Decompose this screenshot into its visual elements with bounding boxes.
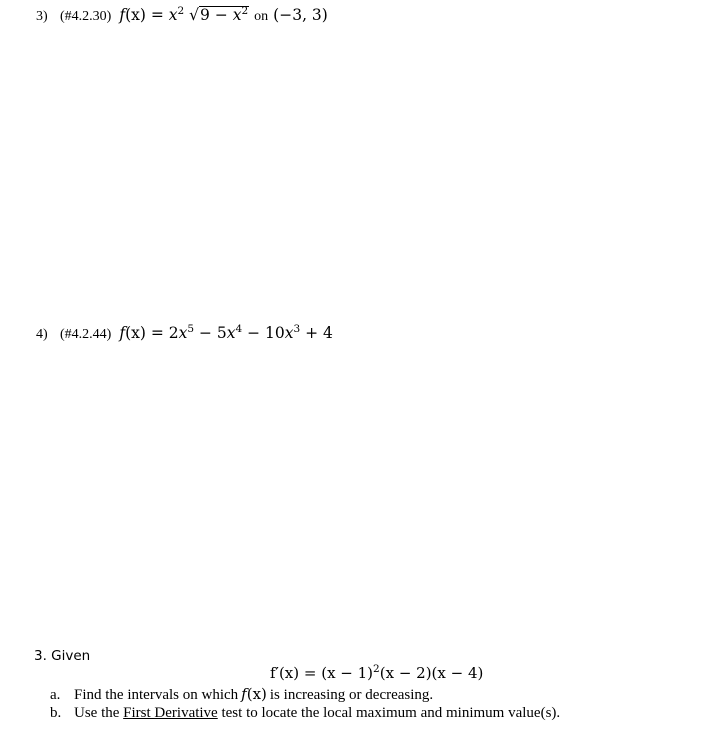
derivative-lhs: f′(x) = (x − 1) [270, 664, 374, 682]
part-a-label: a. [50, 687, 61, 703]
problem-4-reference: (#4.2.44) [60, 327, 112, 342]
problem-3-number: 3) [36, 9, 48, 24]
first-derivative-link[interactable]: First Derivative [123, 705, 218, 721]
term1-variable: x [178, 324, 188, 342]
radicand-constant: 9 − [200, 6, 233, 24]
problem-4-number: 4) [36, 327, 48, 342]
derivative-rest: (x − 2)(x − 4) [379, 664, 484, 682]
radicand [199, 6, 249, 24]
part-b-text-before: Use the [74, 705, 120, 721]
part-a-function [241, 685, 267, 703]
base-variable: x [168, 6, 178, 24]
function-argument: (x) [125, 6, 146, 24]
term1-exponent: 5 [187, 323, 195, 335]
part-b-label: b. [50, 705, 62, 721]
term4-constant: + 4 [300, 324, 333, 342]
problem-4-function [119, 324, 333, 342]
base-exponent: 2 [177, 5, 185, 17]
part-b-text-after: test to locate the local maximum and minimum value(s). [221, 705, 561, 721]
term2-exponent: 4 [235, 323, 243, 335]
problem-3 [36, 6, 328, 25]
function-name: f [241, 685, 247, 703]
term3-coefficient: − 10 [242, 324, 285, 342]
function-name: f [119, 6, 126, 24]
term2-coefficient: − 5 [194, 324, 227, 342]
equals-sign: = [145, 6, 169, 24]
part-a-text-before: Find the intervals on which [74, 687, 239, 703]
given-derivative-equation [270, 664, 483, 682]
problem-3-reference: (#4.2.30) [60, 9, 112, 24]
function-argument: (x) [246, 685, 267, 703]
function-name: f [119, 324, 126, 342]
given-heading: 3. Given [34, 648, 91, 664]
on-word: on [254, 9, 269, 24]
part-a-text-after: is increasing or decreasing. [269, 687, 434, 703]
term2-variable: x [226, 324, 236, 342]
derivative-exponent: 2 [373, 663, 380, 675]
part-a [50, 685, 433, 704]
function-argument: (x) [125, 324, 146, 342]
term3-variable: x [284, 324, 294, 342]
problem-4 [36, 324, 333, 343]
term3-exponent: 3 [293, 323, 301, 335]
part-b [50, 705, 560, 722]
problem-3-function [119, 6, 249, 24]
radicand-exponent: 2 [241, 5, 249, 17]
problem-3-interval: (−3, 3) [273, 6, 328, 24]
square-root [189, 6, 249, 24]
equals-coefficient: = 2 [145, 324, 179, 342]
radical-sign-icon: √ [189, 6, 200, 24]
radicand-variable: x [232, 6, 242, 24]
